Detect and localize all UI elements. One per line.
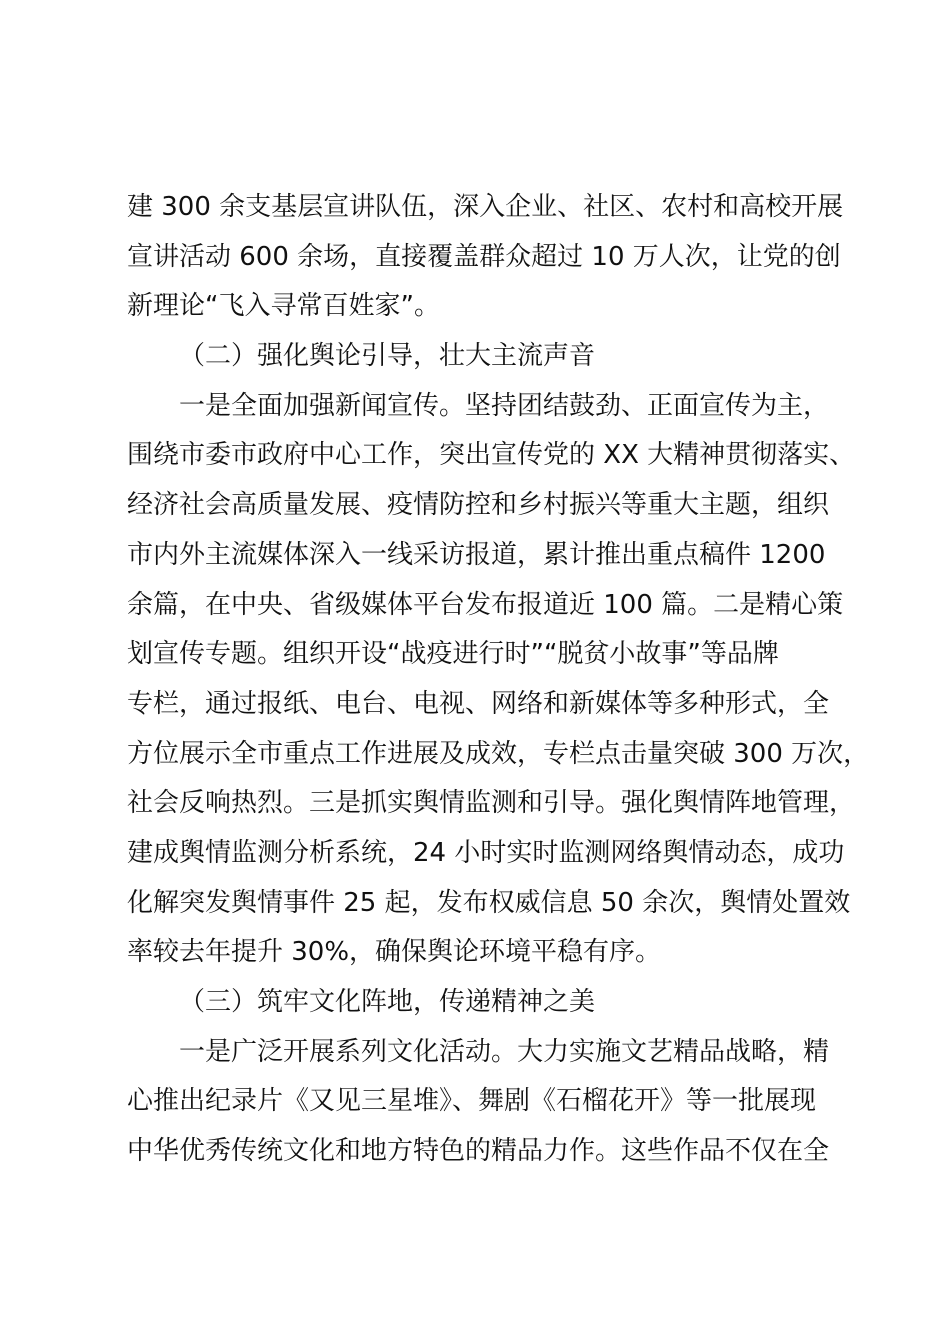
body-line: 率较去年提升 30%，确保舆论环境平稳有序。 xyxy=(127,937,662,968)
body-line: 围绕市委市政府中心工作，突出宣传党的 XX 大精神贯彻落实、 xyxy=(127,440,856,471)
body-line: 化解突发舆情事件 25 起，发布权威信息 50 余次，舆情处置效 xyxy=(127,887,851,918)
body-line: 经济社会高质量发展、疫情防控和乡村振兴等重大主题，组织 xyxy=(127,490,830,521)
body-line: 建成舆情监测分析系统，24 小时实时监测网络舆情动态，成功 xyxy=(127,837,845,868)
body-line: 中华优秀传统文化和地方特色的精品力作。这些作品不仅在全 xyxy=(127,1136,830,1167)
body-line: 划宣传专题。组织开设“战疫进行时”“脱贫小故事”等品牌 xyxy=(127,639,779,670)
body-line: 心推出纪录片《又见三星堆》、舞剧《石榴花开》等一批展现 xyxy=(127,1086,817,1117)
body-line: 新理论“飞入寻常百姓家”。 xyxy=(127,291,440,322)
body-line: 方位展示全市重点工作进展及成效，专栏点击量突破 300 万次， xyxy=(127,738,870,769)
body-line: 社会反响热烈。三是抓实舆情监测和引导。强化舆情阵地管理， xyxy=(127,788,856,819)
section-heading: （三）筑牢文化阵地，传递精神之美 xyxy=(179,987,596,1017)
body-line: 宣讲活动 600 余场，直接覆盖群众超过 10 万人次，让党的创 xyxy=(127,241,841,272)
body-line: 专栏，通过报纸、电台、电视、网络和新媒体等多种形式，全 xyxy=(127,688,830,719)
body-line: 建 300 余支基层宣讲队伍，深入企业、社区、农村和高校开展 xyxy=(127,192,844,222)
paragraph-first-line: 一是广泛开展系列文化活动。大力实施文艺精品战略，精 xyxy=(179,1036,830,1067)
body-line: 市内外主流媒体深入一线采访报道，累计推出重点稿件 1200 xyxy=(127,539,826,570)
body-line: 余篇，在中央、省级媒体平台发布报道近 100 篇。二是精心策 xyxy=(127,589,844,620)
section-heading: （二）强化舆论引导，壮大主流声音 xyxy=(179,341,596,372)
document-body xyxy=(127,183,870,1177)
paragraph-first-line: 一是全面加强新闻宣传。坚持团结鼓劲、正面宣传为主， xyxy=(179,390,830,421)
